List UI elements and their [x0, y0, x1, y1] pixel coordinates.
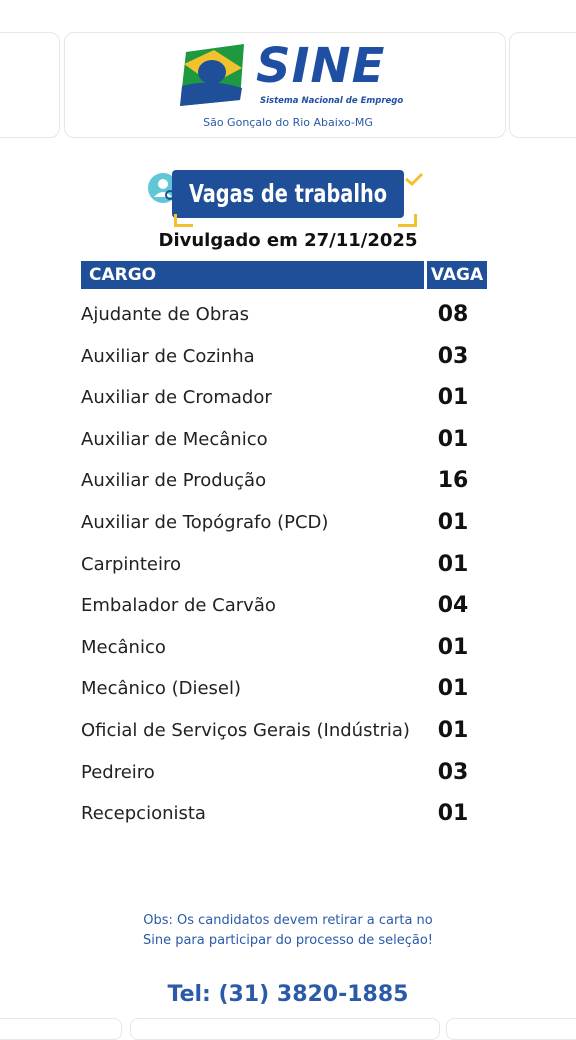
bottom-card-left	[0, 1018, 122, 1040]
column-header-vaga: VAGA	[427, 261, 487, 289]
cargo-cell: Mecânico (Diesel)	[81, 678, 242, 700]
cargo-cell: Auxiliar de Produção	[81, 470, 267, 492]
vaga-cell: 01	[437, 426, 469, 452]
table-row	[81, 502, 487, 544]
table-row	[81, 793, 487, 835]
vagas-badge	[148, 170, 424, 226]
table-row	[81, 585, 487, 627]
vaga-cell: 16	[437, 468, 469, 494]
cargo-cell: Auxiliar de Cozinha	[81, 345, 255, 367]
logo-subtitle: Sistema Nacional de Emprego	[260, 96, 404, 106]
cargo-cell: Pedreiro	[81, 761, 155, 783]
cargo-cell: Auxiliar de Topógrafo (PCD)	[81, 511, 329, 533]
table-row	[81, 668, 487, 710]
vaga-cell: 03	[437, 759, 469, 785]
badge-corner-decoration-left	[174, 214, 193, 227]
cargo-cell: Carpinteiro	[81, 553, 181, 575]
city-label: São Gonçalo do Rio Abaixo-MG	[203, 116, 373, 129]
cargo-cell: Oficial de Serviços Gerais (Indústria)	[81, 719, 410, 741]
table-row	[81, 294, 487, 336]
vaga-cell: 01	[437, 717, 469, 743]
bottom-card-main	[130, 1018, 440, 1040]
cargo-cell: Mecânico	[81, 636, 166, 658]
cargo-cell: Recepcionista	[81, 803, 206, 825]
badge-corner-decoration	[398, 214, 417, 227]
observation-note	[0, 911, 576, 951]
table-row	[81, 460, 487, 502]
cargo-cell: Ajudante de Obras	[81, 304, 250, 325]
published-date: Divulgado em 27/11/2025	[158, 230, 418, 251]
table-row	[81, 752, 487, 794]
jobs-table	[81, 294, 487, 835]
vaga-cell: 01	[437, 634, 469, 660]
table-header	[81, 261, 487, 289]
cargo-cell: Auxiliar de Mecânico	[81, 428, 268, 450]
table-row	[81, 336, 487, 378]
table-row	[81, 377, 487, 419]
vaga-cell: 04	[437, 593, 469, 619]
vaga-cell: 01	[437, 509, 469, 535]
vaga-cell: 03	[437, 343, 469, 369]
phone-number: Tel: (31) 3820-1885	[167, 982, 409, 1007]
table-row	[81, 627, 487, 669]
observation-line-1: Obs: Os candidatos devem retirar a carta no	[143, 913, 433, 928]
vaga-cell: 01	[437, 801, 469, 827]
vaga-cell: 08	[437, 302, 469, 327]
column-header-cargo: CARGO	[81, 261, 424, 289]
cargo-cell: Embalador de Carvão	[81, 595, 276, 617]
vaga-cell: 01	[437, 551, 469, 577]
flag-icon	[178, 42, 248, 108]
sine-logo	[176, 38, 404, 114]
cargo-cell: Auxiliar de Cromador	[81, 387, 272, 409]
logo-wordmark: SINE	[256, 38, 386, 94]
bottom-card-right	[446, 1018, 576, 1040]
vaga-cell: 01	[437, 385, 469, 411]
table-row	[81, 710, 487, 752]
check-icon	[404, 172, 424, 186]
badge-title: Vagas de trabalho	[188, 179, 388, 208]
observation-line-2: Sine para participar do processo de seleção!	[142, 933, 434, 948]
table-row	[81, 544, 487, 586]
vaga-cell: 01	[437, 676, 469, 702]
table-row	[81, 419, 487, 461]
